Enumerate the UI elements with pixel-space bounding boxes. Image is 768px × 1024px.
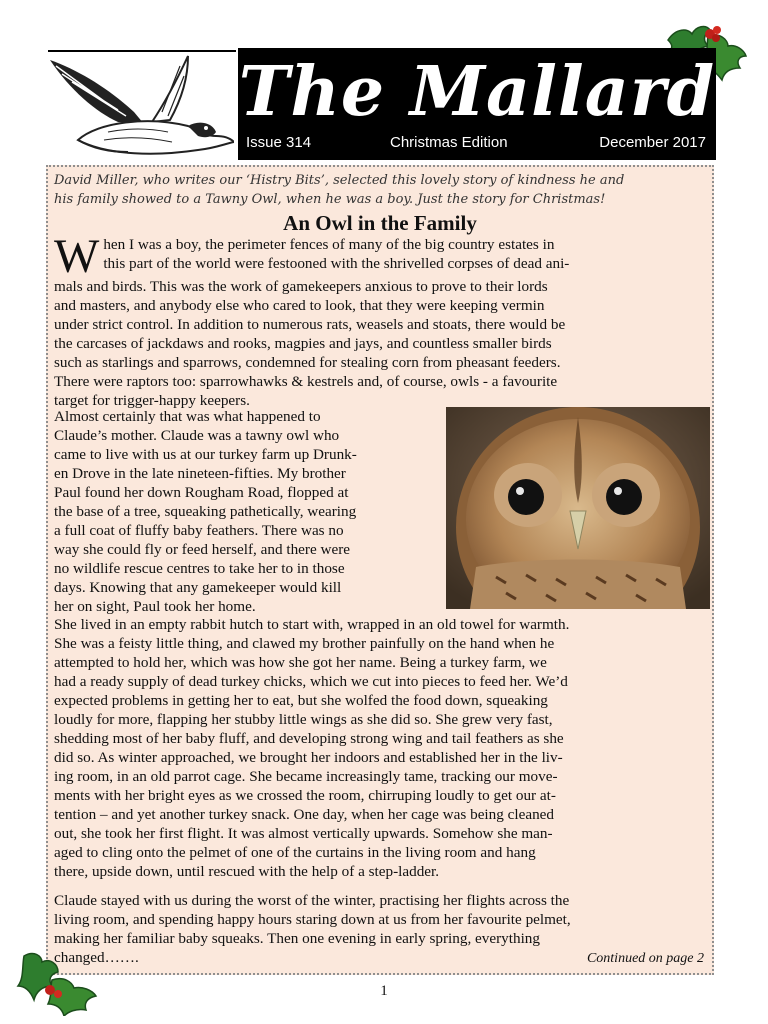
text-line: changed……. (54, 949, 139, 966)
text-line: came to live with us at our turkey farm up Drunk- (54, 446, 357, 463)
text-line: her on sight, Paul took her home. (54, 598, 256, 615)
text-line: tention – and yet another turkey snack. One day, when her cage was being cleaned (54, 806, 555, 823)
text-line: There were raptors too: sparrowhawks & kestrels and, of course, owls - a favourite (54, 373, 558, 390)
text-line: days. Knowing that any gamekeeper would kill (54, 579, 342, 596)
text-line: no wildlife rescue centres to take her to in those (54, 560, 345, 577)
newsletter-title: The Mallard (238, 52, 716, 132)
text-line: the carcases of jackdaws and rooks, magpies and jays, and countless smaller birds (54, 335, 552, 352)
continued-note: Continued on page 2 (586, 951, 704, 966)
text-line: Claude’s mother. Claude was a tawny owl who (54, 427, 340, 444)
page-number: 1 (380, 983, 388, 999)
text-line: target for trigger-happy keepers. (54, 392, 250, 409)
text-line: making her familiar baby squeaks. Then one evening in early spring, everything (54, 930, 540, 947)
paragraph-2 (54, 407, 444, 616)
text-line: loudly for more, flapping her stubby little wings as she did so. She grew very fast, (54, 711, 553, 728)
text-line: a full coat of fluffy baby feathers. There was no (54, 522, 344, 539)
intro-line: David Miller, who writes our ‘Histry Bits’, selected this lovely story of kindness he and (54, 173, 625, 188)
text-line: ments with her bright eyes as we crossed the room, chirruping loudly to get our at- (54, 787, 556, 804)
drop-cap: W (54, 230, 100, 283)
text-line: did so. As winter approached, we brought her indoors and established her in the liv- (54, 749, 563, 766)
text-line: mals and birds. This was the work of gamekeepers anxious to prove to their lords (54, 278, 548, 295)
text-line: She lived in an empty rabbit hutch to start with, wrapped in an old towel for warmth. (54, 616, 570, 633)
text-line: the base of a tree, squeaking pathetically, wearing (54, 503, 357, 520)
text-line: expected problems in getting her to eat, but she wolfed the food down, squeaking (54, 692, 548, 709)
mallard-duck-icon (48, 52, 234, 160)
masthead-logo (48, 50, 236, 164)
article-headline: An Owl in the Family (283, 211, 477, 235)
holly-icon (16, 946, 104, 1016)
text-line: shedding most of her baby fluff, and developing strong wing and tail feathers as she (54, 730, 564, 747)
text-line: Almost certainly that was what happened to (54, 408, 321, 425)
text-line: Paul found her down Rougham Road, flopped at (54, 484, 349, 501)
text-line: ing room, in an old parrot cage. She became increasingly tame, tracking our move- (54, 768, 558, 785)
text-line: had a ready supply of dead turkey chicks, which we cut into pieces to feed her. We’d (54, 673, 568, 690)
article-intro (54, 171, 714, 209)
text-line: hen I was a boy, the perimeter fences of many of the big country estates in (103, 236, 555, 253)
masthead (238, 48, 716, 160)
text-line: attempted to hold her, which was how she got her name. Being a turkey farm, we (54, 654, 547, 671)
issue-number: Issue 314 (246, 134, 312, 151)
paragraph-3 (54, 615, 710, 881)
text-line: en Drove in the late nineteen-fifties. My brother (54, 465, 346, 482)
text-line: She was a feisty little thing, and clawed my brother painfully on the hand when he (54, 635, 555, 652)
edition-name: Christmas Edition (390, 134, 508, 151)
intro-line: his family showed to a Tawny Owl, when he was a boy. Just the story for Christmas! (54, 192, 606, 207)
text-line: there, upside down, until rescued with the help of a step-ladder. (54, 863, 440, 880)
text-line: way she could fly or feed herself, and there were (54, 541, 351, 558)
text-line: and masters, and anybody else who cared to look, that they were keeping vermin (54, 297, 545, 314)
issue-info-bar (238, 134, 716, 156)
text-line: Claude stayed with us during the worst of the winter, practising her flights across the (54, 892, 570, 909)
text-line: such as starlings and sparrows, condemned for stealing corn from pheasant feeders. (54, 354, 561, 371)
text-line: this part of the world were festooned with the shrivelled corpses of dead ani- (103, 255, 570, 272)
text-line: aged to cling onto the pelmet of one of the curtains in the living room and hang (54, 844, 536, 861)
issue-date: December 2017 (599, 134, 706, 151)
owl-illustration (446, 407, 710, 609)
paragraph-1 (54, 230, 710, 410)
text-line: out, she took her first flight. It was almost vertically upwards. Somehow she man- (54, 825, 553, 842)
text-line: living room, and spending happy hours staring down at us from her favourite pelmet, (54, 911, 571, 928)
text-line: under strict control. In addition to numerous rats, weasels and stoats, there would be (54, 316, 566, 333)
tawny-owl-photo (446, 407, 710, 609)
